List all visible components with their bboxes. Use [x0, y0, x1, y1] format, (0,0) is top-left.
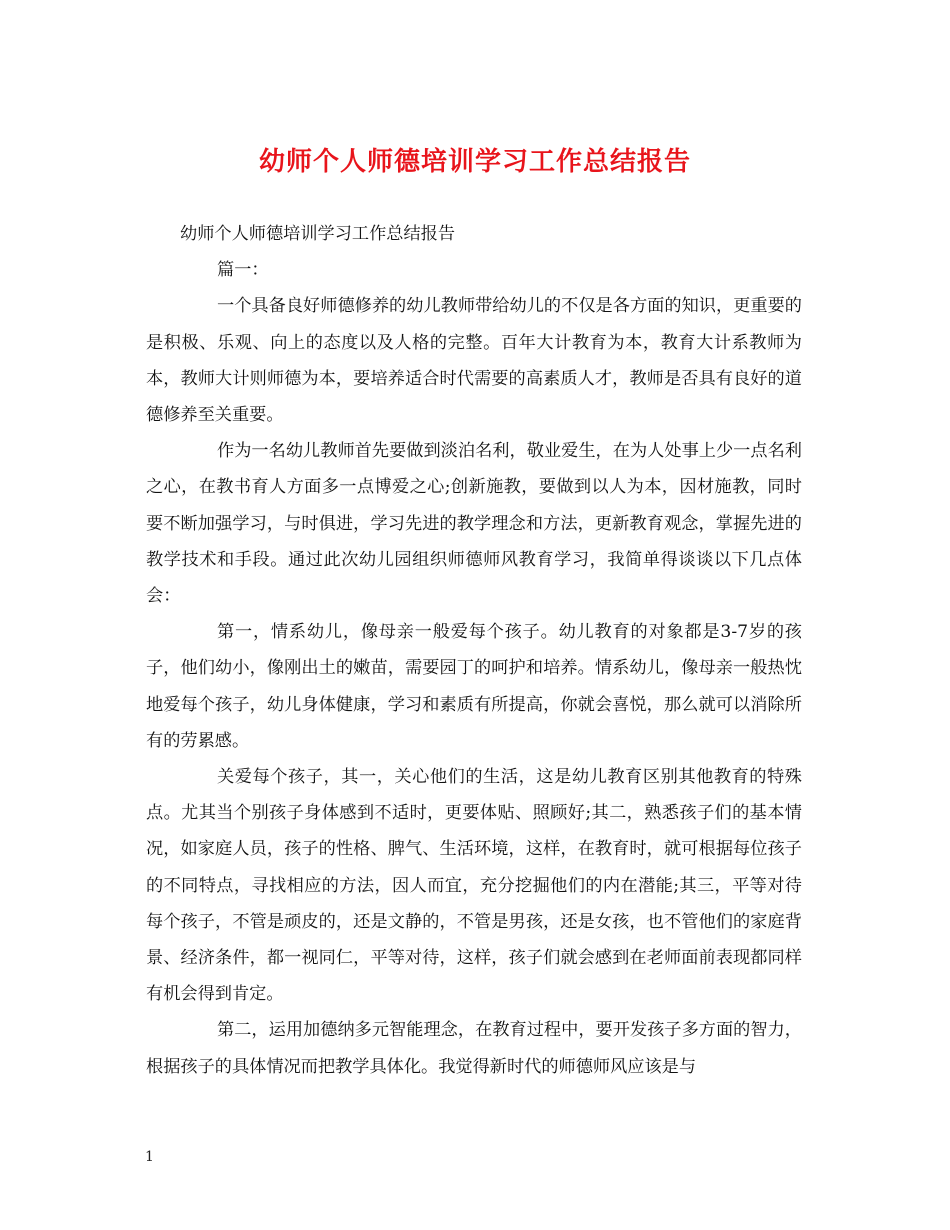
document-subtitle: 幼师个人师德培训学习工作总结报告 [180, 224, 456, 244]
page-number: 1 [145, 1149, 154, 1165]
document-body [146, 216, 802, 1085]
paragraph-1: 一个具备良好师德修养的幼儿教师带给幼儿的不仅是各方面的知识，更重要的是积极、乐观、向上的态度以及人格的完整。百年大计教育为本，教育大计系教师为本，教师大计则师德为本，要培养适合时代需要的高素质人才，教师是否具有良好的道德修养至关重要。 [146, 296, 802, 426]
page-title: 幼师个人师德培训学习工作总结报告 [258, 147, 691, 177]
section-heading: 篇一： [217, 260, 269, 281]
paragraph-5: 第二，运用加德纳多元智能理念，在教育过程中，要开发孩子多方面的智力，根据孩子的具体情况而把教学具体化。我觉得新时代的师德师风应该是与 [146, 1020, 802, 1077]
paragraph-2: 作为一名幼儿教师首先要做到淡泊名利，敬业爱生，在为人处事上少一点名利之心，在教书育人方面多一点博爱之心;创新施教，要做到以人为本，因材施教，同时要不断加强学习，与时俱进，学习先进的教学理念和方法，更新教育观念，掌握先进的教学技术和手段。通过此次幼儿园组织师德师风教育学习，我简单得谈谈以下几点体会： [146, 441, 802, 607]
paragraph-3: 第一，情系幼儿，像母亲一般爱每个孩子。幼儿教育的对象都是3-7岁的孩子，他们幼小，像刚出土的嫩苗，需要园丁的呵护和培养。情系幼儿，像母亲一般热忱地爱每个孩子，幼儿身体健康，学习和素质有所提高，你就会喜悦，那么就可以消除所有的劳累感。 [146, 622, 802, 751]
paragraph-4: 关爱每个孩子，其一，关心他们的生活，这是幼儿教育区别其他教育的特殊点。尤其当个别孩子身体感到不适时，更要体贴、照顾好;其二，熟悉孩子们的基本情况，如家庭人员，孩子的性格、脾气、生活环境，这样，在教育时，就可根据每位孩子的不同特点，寻找相应的方法，因人而宜，充分挖掘他们的内在潜能;其三，平等对待每个孩子，不管是顽皮的，还是文静的，不管是男孩，还是女孩，也不管他们的家庭背景、经济条件，都一视同仁，平等对待，这样，孩子们就会感到在老师面前表现都同样有机会得到肯定。 [146, 767, 802, 1005]
